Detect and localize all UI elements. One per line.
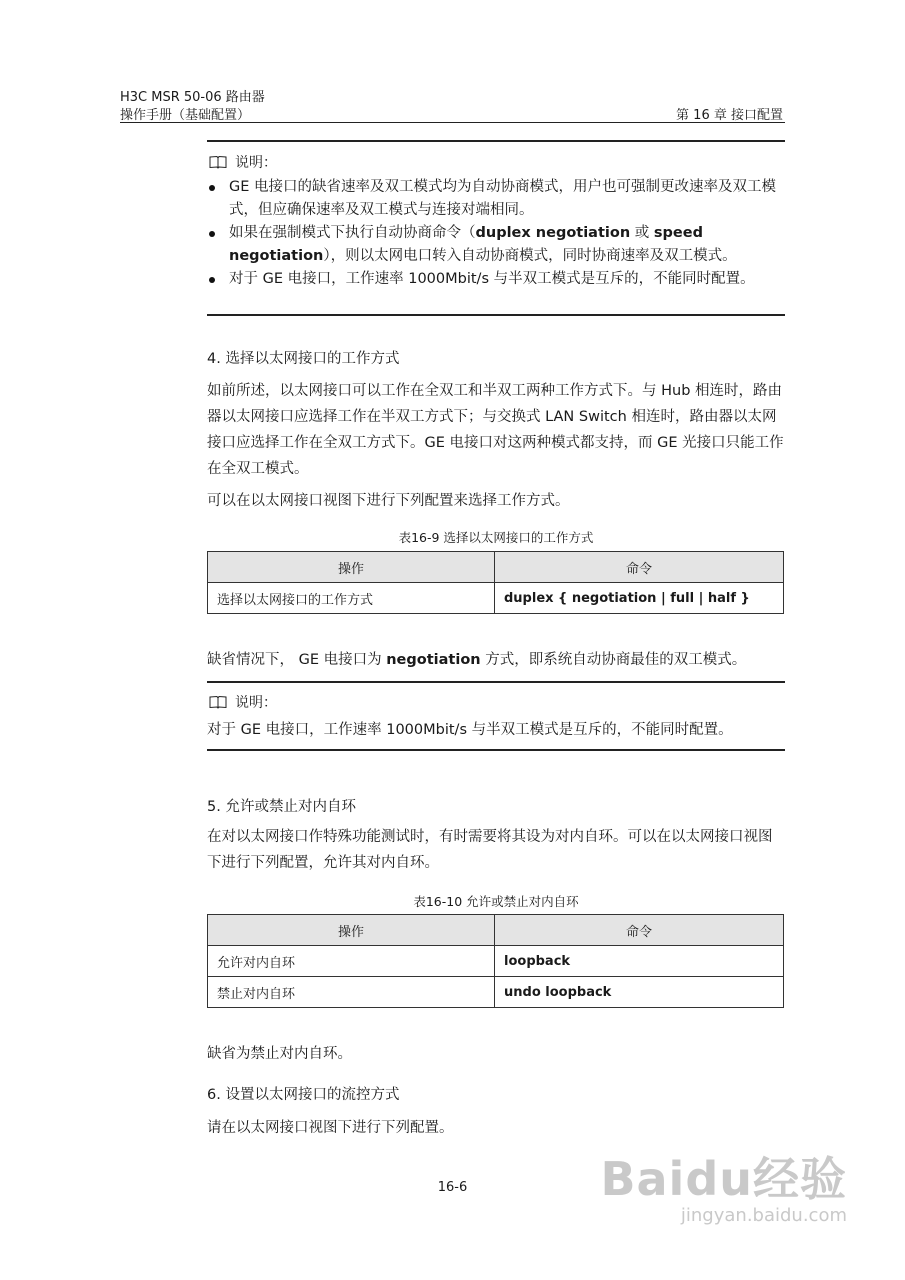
table10-header-row: [208, 915, 784, 946]
table9-caption: 表16-9 选择以太网接口的工作方式: [398, 530, 594, 545]
section6-heading: 6. 设置以太网接口的流控方式: [207, 1087, 400, 1103]
section4-default: [207, 647, 785, 673]
table10-col-op: 操作: [208, 915, 495, 946]
table10-op-cell: 禁止对内自环: [208, 977, 495, 1008]
default-pre: 缺省情况下， GE 电接口为: [207, 652, 387, 668]
table9-header-row: [208, 552, 784, 583]
section4-para2: 可以在以太网接口视图下进行下列配置来选择工作方式。: [207, 493, 570, 509]
watermark-brand: Baidu经验: [600, 1152, 847, 1206]
table10: [207, 914, 784, 1008]
note-box-2: [207, 681, 785, 751]
book-icon: [209, 155, 227, 169]
bullet2-or: 或: [630, 225, 654, 241]
page-number: 16-6: [437, 1180, 468, 1195]
table10-cmd-cell: undo loopback: [495, 977, 784, 1008]
note-box-1: [207, 140, 785, 316]
header-rule: [120, 122, 785, 123]
note-bullet-2: [207, 222, 785, 268]
note2-title-text: 说明：: [235, 695, 277, 711]
section5-heading: 5. 允许或禁止对内自环: [207, 799, 356, 815]
table10-op-cell: 允许对内自环: [208, 946, 495, 977]
note-title-1: [209, 152, 277, 172]
table9-cmd-cell: duplex { negotiation | full | half }: [495, 583, 784, 614]
section6-para: 请在以太网接口视图下进行下列配置。: [207, 1120, 454, 1136]
header-product: H3C MSR 50-06 路由器: [120, 90, 265, 105]
header-manual: 操作手册（基础配置）: [120, 108, 251, 123]
table-row: [208, 946, 784, 977]
baidu-watermark: [600, 1143, 847, 1226]
bullet2-cmd2: speed negotiation: [229, 225, 703, 264]
default-post: 方式，即系统自动协商最佳的双工模式。: [480, 652, 747, 668]
table9-col-cmd: 命令: [495, 552, 784, 583]
table9: [207, 551, 784, 614]
section5-para: 在对以太网接口作特殊功能测试时，有时需要将其设为对内自环。可以在以太网接口视图下进行下列配置，允许其对内自环。: [207, 829, 773, 871]
table10-col-cmd: 命令: [495, 915, 784, 946]
bullet2-post: ），则以太网电口转入自动协商模式，同时协商速率及双工模式。: [323, 248, 737, 264]
book-icon: [209, 695, 227, 709]
note-bullet-list: [207, 176, 785, 291]
table10-cmd-cell: loopback: [495, 946, 784, 977]
note-title-text: 说明：: [235, 155, 277, 171]
table9-col-op: 操作: [208, 552, 495, 583]
watermark-url: jingyan.baidu.com: [680, 1205, 847, 1226]
bullet2-cmd1: duplex negotiation: [475, 225, 631, 241]
table-row: [208, 583, 784, 614]
note-bullet-1: GE 电接口的缺省速率及双工模式均为自动协商模式，用户也可强制更改速率及双工模式，但应确保速率及双工模式与连接对端相同。: [207, 176, 785, 222]
table10-caption: 表16-10 允许或禁止对内自环: [413, 894, 579, 909]
note-title-2: [209, 692, 277, 712]
header-chapter: 第 16 章 接口配置: [676, 108, 783, 123]
section4-para1: 如前所述，以太网接口可以工作在全双工和半双工两种工作方式下。与 Hub 相连时，路由器以太网接口应选择工作在半双工方式下；与交换式 LAN Switch 相连时，路由器以太网接口应选择工作在全双工方式下。GE 电接口对这两种模式都支持，而 GE 光接口只能工作在全双工模式。: [207, 383, 784, 477]
table-row: [208, 977, 784, 1008]
default-keyword: negotiation: [386, 652, 481, 668]
section5-default: 缺省为禁止对内自环。: [207, 1046, 352, 1062]
bullet2-pre: 如果在强制模式下执行自动协商命令（: [229, 225, 476, 241]
note-bullet-3: 对于 GE 电接口，工作速率 1000Mbit/s 与半双工模式是互斥的，不能同时配置。: [207, 268, 785, 291]
table9-op-cell: 选择以太网接口的工作方式: [208, 583, 495, 614]
section4-heading: 4. 选择以太网接口的工作方式: [207, 351, 400, 367]
note2-text: 对于 GE 电接口，工作速率 1000Mbit/s 与半双工模式是互斥的，不能同时配置。: [207, 722, 733, 738]
